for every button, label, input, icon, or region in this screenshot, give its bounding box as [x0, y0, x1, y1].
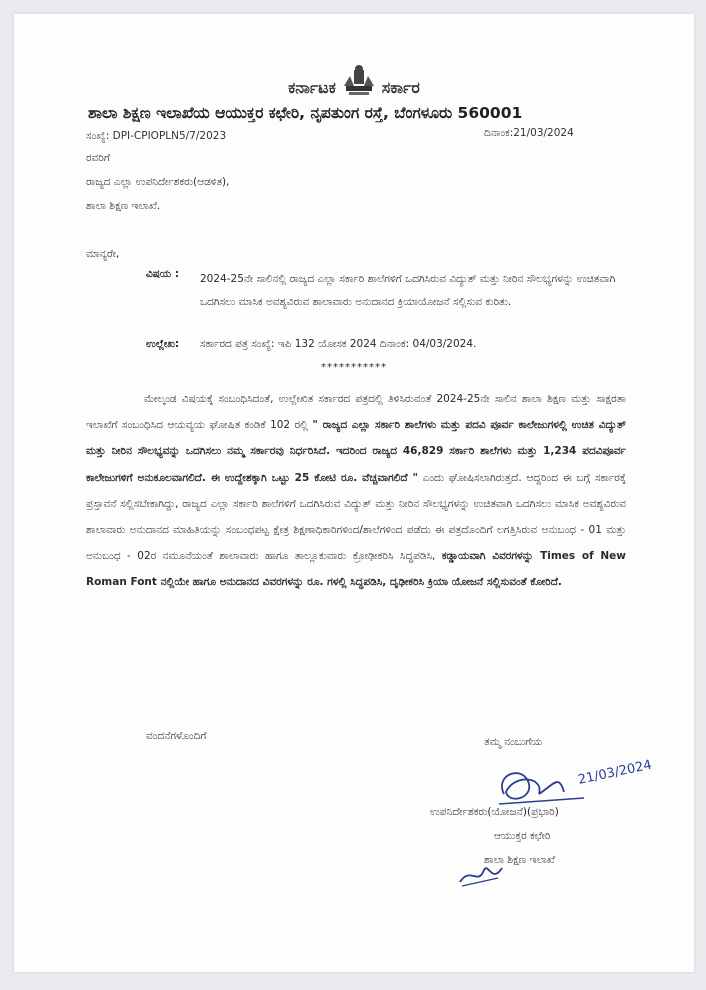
- government-heading: [14, 64, 694, 98]
- addressee-line3: ಶಾಲಾ ಶಿಕ್ಷಣ ಇಲಾಖೆ.: [86, 200, 161, 212]
- initial-mark: [452, 856, 512, 892]
- reference-text: ಸರ್ಕಾರದ ಪತ್ರ ಸಂಖ್ಯೆ: ಇಪಿ 132 ಯೋಸಕ 2024 ದಿನಾಂಕ: 04/03/2024.: [200, 338, 477, 350]
- salutation: ಮಾನ್ಯರೇ,: [86, 248, 120, 260]
- body-text-2: ಎಂದು ಘೋಷಿಸಲಾಗಿರುತ್ತದೆ. ಆದ್ದರಿಂದ ಈ ಬಗ್ಗೆ ಸರ್ಕಾರಕ್ಕೆ ಪ್ರಸ್ತಾವನೆ ಸಲ್ಲಿಸಬೇಕಾಗಿದ್ದು, ರಾಜ್ಯದ ಎಲ್ಲಾ ಸರ್ಕಾರಿ ಶಾಲೆಗಳಿಗೆ ಒದಗಿಸಿರುವ ವಿದ್ಯುತ್ ಮತ್ತು ನೀರಿನ ಸೌಲಭ್ಯಗಳನ್ನು ಉಚಿತವಾಗಿ ಒದಗಿಸಲು ಮಾಸಿಕ ಅವಶ್ಯವಿರುವ ಶಾಲಾವಾರು ಅನುದಾನದ ಮಾಹಿತಿಯನ್ನು ಸಂಬಂಧಪಟ್ಟ ಕ್ಷೇತ್ರ ಶಿಕ್ಷಣಾಧಿಕಾರಿಗಳಿಂದ/ಶಾಲೆಗಳಿಂದ ಪಡೆದು ಈ ಪತ್ರದೊಂದಿಗೆ ಲಗತ್ತಿಸಿರುವ ಅನುಬಂಧ - 01 ಮತ್ತು ಅನುಬಂಧ - 02ರ ನಮೂನೆಯಂತೆ ಶಾಲಾವಾರು ಹಾಗೂ ತಾಲ್ಲೂಕುವಾರು ಕ್ರೋಢೀಕರಿಸಿ ಸಿದ್ಧಪಡಿಸಿ,: [86, 471, 626, 563]
- designation: ಉಪನಿರ್ದೇಶಕರು(ಯೋಜನೆ)(ಪ್ರಭಾರಿ): [430, 806, 559, 818]
- office-title: ಶಾಲಾ ಶಿಕ್ಷಣ ಇಲಾಖೆಯ ಆಯುಕ್ತರ ಕಛೇರಿ, ನೃಪತುಂಗ ರಸ್ತೆ, ಬೆಂಗಳೂರು 560001: [88, 104, 523, 122]
- handwritten-date: 21/03/2024: [576, 757, 654, 788]
- subject-text: 2024-25ನೇ ಸಾಲಿನಲ್ಲಿ ರಾಜ್ಯದ ಎಲ್ಲಾ ಸರ್ಕಾರಿ ಶಾಲೆಗಳಿಗೆ ಒದಗಿಸಿರುವ ವಿದ್ಯುತ್ ಮತ್ತು ನೀರಿನ ಸೌಲಭ್ಯಗಳನ್ನು ಉಚಿತವಾಗಿ ಒದಗಿಸಲು ಮಾಸಿಕ ಅವಶ್ಯವಿರುವ ಶಾಲಾವಾರು ಅನುದಾನದ ಕ್ರಿಯಾಯೋಜನೆ ಸಲ್ಲಿಸುವ ಕುರಿತು.: [200, 273, 616, 308]
- body-bold-2: ಕಡ್ಡಾಯವಾಗಿ ವಿವರಗಳನ್ನು Times of New Roman Font ನಲ್ಲಿಯೇ ಹಾಗೂ ಅನುದಾನದ ವಿವರಗಳನ್ನು ರೂ. ಗಳಲ್ಲಿ ಸಿದ್ಧಪಡಿಸಿ, ದೃಢೀಕರಿಸಿ ಕ್ರಿಯಾ ಯೋಜನೆ ಸಲ್ಲಿಸುವಂತೆ ಕೋರಿದೆ.: [86, 550, 627, 589]
- office-line2: ಶಾಲಾ ಶಿಕ್ಷಣ ಇಲಾಖೆ: [484, 854, 555, 866]
- addressee-line1: ರವರಿಗೆ: [86, 152, 110, 164]
- body-paragraph: [86, 386, 626, 596]
- gov-right-text: ಸರ್ಕಾರ: [381, 78, 420, 97]
- addressee-line2: ರಾಜ್ಯದ ಎಲ್ಲಾ ಉಪನಿರ್ದೇಶಕರು(ಆಡಳಿತ),: [86, 176, 230, 188]
- office-line1: ಆಯುಕ್ತರ ಕಛೇರಿ: [494, 830, 551, 842]
- subject-label: ವಿಷಯ :: [146, 268, 180, 280]
- body-text-1: ಮೇಲ್ಕಂಡ ವಿಷಯಕ್ಕೆ ಸಂಬಂಧಿಸಿದಂತೆ, ಉಲ್ಲೇಖಿತ ಸರ್ಕಾರದ ಪತ್ರದಲ್ಲಿ ತಿಳಿಸಿರುವಂತೆ 2024-25ನೇ ಸಾಲಿನ ಶಾಲಾ ಶಿಕ್ಷಣ ಮತ್ತು ಸಾಕ್ಷರತಾ ಇಲಾಖೆಗೆ ಸಂಬಂಧಿಸಿದ ಆಯವ್ಯಯ ಘೋಷಿತ ಕಂಡಿಕೆ 102 ರಲ್ಲಿ: [86, 393, 626, 432]
- yours-faithfully: ತಮ್ಮ ನಂಬುಗೆಯ: [484, 736, 543, 748]
- body-bold-1: " ರಾಜ್ಯದ ಎಲ್ಲಾ ಸರ್ಕಾರಿ ಶಾಲೆಗಳು ಮತ್ತು ಪದವಿ ಪೂರ್ವ ಕಾಲೇಜುಗಳಲ್ಲಿ ಉಚಿತ ವಿದ್ಯುತ್ ಮತ್ತು ನೀರಿನ ಸೌಲಭ್ಯವನ್ನು ಒದಗಿಸಲು ನಮ್ಮ ಸರ್ಕಾರವು ನಿರ್ಧರಿಸಿದೆ. ಇದರಿಂದ ರಾಜ್ಯದ 46,829 ಸರ್ಕಾರಿ ಶಾಲೆಗಳು ಮತ್ತು 1,234 ಪದವಿಪೂರ್ವ ಕಾಲೇಜುಗಳಿಗೆ ಅನುಕೂಲವಾಗಲಿದೆ. ಈ ಉದ್ದೇಶಕ್ಕಾಗಿ ಒಟ್ಟು 25 ಕೋಟಿ ರೂ. ವೆಚ್ಚವಾಗಲಿದೆ ": [86, 419, 626, 484]
- reference-label: ಉಲ್ಲೇಖ:: [146, 338, 180, 350]
- closing: ವಂದನೆಗಳೊಂದಿಗೆ: [146, 730, 207, 742]
- letter-page: [14, 14, 694, 972]
- letter-date: ದಿನಾಂಕ:21/03/2024: [484, 127, 574, 139]
- signature-mark: [484, 754, 654, 814]
- separator: ***********: [321, 362, 387, 373]
- gov-left-text: ಕರ್ನಾಟಕ: [288, 78, 336, 97]
- state-emblem-icon: [340, 64, 378, 98]
- reference-number: ಸಂಖ್ಯೆ: DPI-CPIOPLN5/7/2023: [86, 130, 227, 142]
